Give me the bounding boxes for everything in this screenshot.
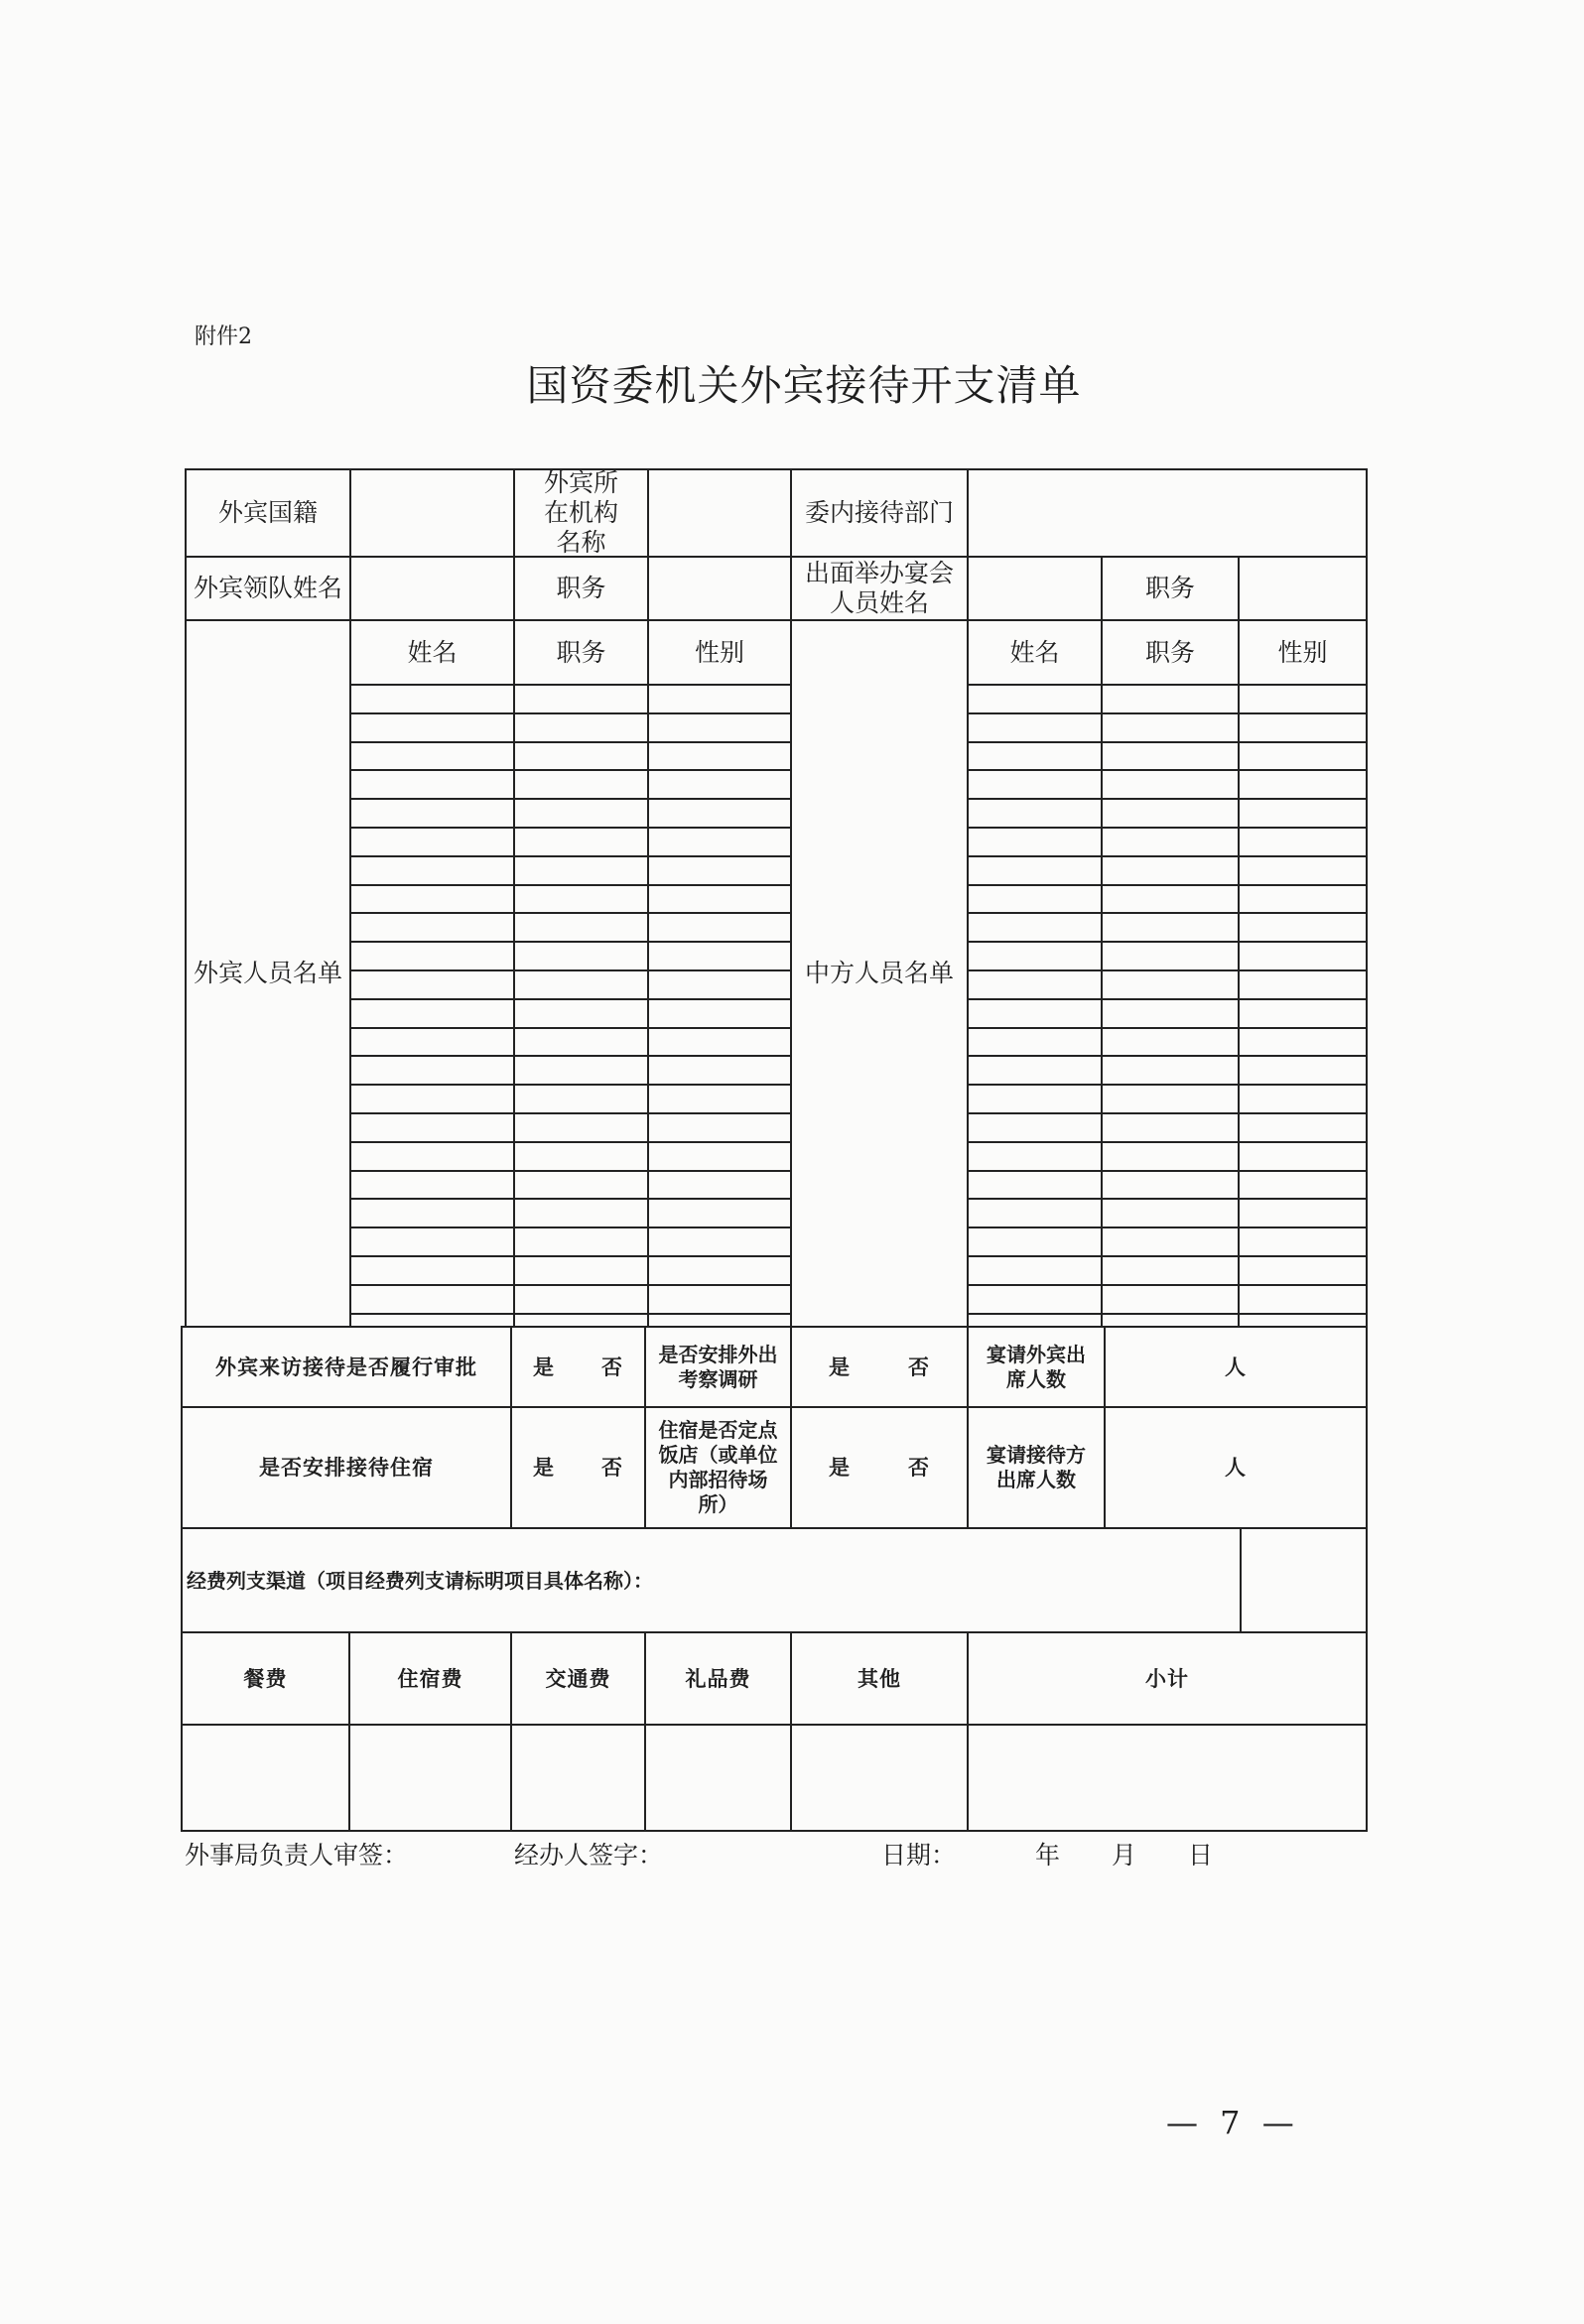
date-month: 月 [1112,1841,1137,1870]
inspection-yes[interactable]: 是 [829,1354,851,1379]
department-value[interactable] [968,469,1367,557]
funding-value[interactable] [1241,1528,1367,1632]
institution-value[interactable] [648,469,791,557]
leader-position-value[interactable] [648,557,791,620]
leader-name-label: 外宾领队姓名 [193,574,342,602]
date-year: 年 [1035,1841,1061,1870]
hotel-question: 住宿是否定点饭店（或单位内部招待场所） [658,1418,778,1516]
hotel-no[interactable]: 否 [908,1455,930,1481]
expense-header-subtotal: 小计 [1145,1665,1189,1691]
lodging-yes[interactable]: 是 [533,1455,555,1481]
approval-choice[interactable] [511,1327,645,1407]
chinese-list-label: 中方人员名单 [804,959,954,987]
host-position-label: 职务 [1144,574,1195,602]
guest-header-position: 职务 [556,637,606,667]
guests-count-unit[interactable]: 人 [1225,1354,1247,1379]
host-name-value[interactable] [968,557,1102,620]
expense-value-lodging[interactable] [349,1725,511,1831]
guest-list-label: 外宾人员名单 [193,959,342,987]
approval-no[interactable]: 否 [601,1354,623,1379]
expense-header-gifts: 礼品费 [685,1665,751,1691]
funding-label: 经费列支渠道（项目经费列支请标明项目具体名称）： [187,1568,653,1593]
approval-yes[interactable]: 是 [533,1354,555,1379]
leader-position-label: 职务 [556,574,606,602]
expense-value-other[interactable] [791,1725,968,1831]
guest-header-gender: 性别 [694,637,744,667]
inspection-no[interactable]: 否 [908,1354,930,1379]
host-name-label: 出面举办宴会人员姓名 [804,559,954,617]
guests-count-label: 宴请外宾出席人数 [987,1342,1086,1391]
hotel-choice[interactable] [791,1407,968,1528]
chinese-header-name: 姓名 [1009,637,1060,667]
institution-label: 外宾所在机构名称 [543,468,618,557]
date-label: 日期： [881,1841,957,1870]
expense-header-other: 其他 [858,1665,901,1691]
hosts-count-unit[interactable]: 人 [1225,1455,1247,1481]
approval-question: 外宾来访接待是否履行审批 [215,1354,477,1379]
hosts-count-label: 宴请接待方出席人数 [987,1443,1086,1491]
handler-signature-label: 经办人签字： [514,1841,664,1870]
inspection-choice[interactable] [791,1327,968,1407]
host-position-value[interactable] [1239,557,1367,620]
leader-name-value[interactable] [350,557,514,620]
expense-header-lodging: 住宿费 [397,1665,463,1691]
lodging-choice[interactable] [511,1407,645,1528]
date-day: 日 [1188,1841,1214,1870]
department-label: 委内接待部门 [804,498,954,527]
hotel-yes[interactable]: 是 [829,1455,851,1481]
nationality-value[interactable] [350,469,514,557]
expense-value-subtotal[interactable] [968,1725,1367,1831]
expense-header-meals: 餐费 [243,1665,288,1691]
attachment-label: 附件2 [195,324,252,349]
expense-value-gifts[interactable] [645,1725,791,1831]
chinese-header-gender: 性别 [1277,637,1328,667]
expense-header-transport: 交通费 [545,1665,611,1691]
expense-value-meals[interactable] [182,1725,349,1831]
expense-value-transport[interactable] [511,1725,645,1831]
guest-header-name: 姓名 [407,637,458,667]
lodging-no[interactable]: 否 [601,1455,623,1481]
chinese-header-position: 职务 [1144,637,1195,667]
page-title-text: 国资委机关外宾接待开支清单 [526,361,1082,410]
nationality-label: 外宾国籍 [217,498,318,527]
inspection-question: 是否安排外出考察调研 [658,1342,778,1391]
reviewer-signature-label: 外事局负责人审签： [185,1841,409,1870]
lodging-question: 是否安排接待住宿 [259,1455,434,1481]
page-number: — 7 — [1166,2104,1300,2141]
